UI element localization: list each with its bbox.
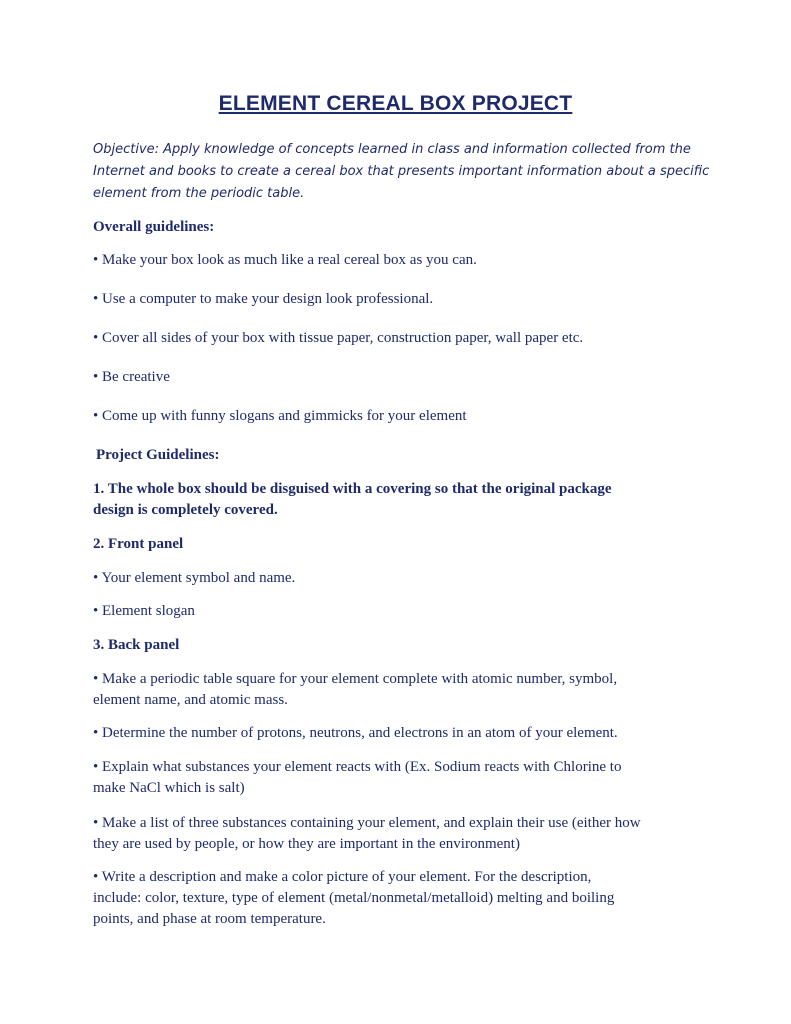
objective-paragraph xyxy=(93,139,710,205)
overall-guideline-item: • Be creative xyxy=(93,369,170,385)
document-title: ELEMENT CEREAL BOX PROJECT xyxy=(218,92,573,115)
back-panel-item-1-line: element name, and atomic mass. xyxy=(93,692,288,708)
rule-1-line: design is completely covered. xyxy=(93,502,278,518)
rule-1-line: 1. The whole box should be disguised with a covering so that the original package xyxy=(93,481,612,497)
back-panel-item-3-line: make NaCl which is salt) xyxy=(93,780,245,796)
objective-line: Objective: Apply knowledge of concepts learned in class and information collected from the xyxy=(93,142,691,157)
back-panel-heading: 3. Back panel xyxy=(93,637,180,653)
front-panel-item: • Element slogan xyxy=(93,603,195,619)
back-panel-item-4-line: • Make a list of three substances containing your element, and explain their use (either how xyxy=(93,815,641,831)
overall-guidelines-heading: Overall guidelines: xyxy=(93,219,215,235)
back-panel-item-3-line: • Explain what substances your element reacts with (Ex. Sodium reacts with Chlorine to xyxy=(93,759,622,775)
overall-guideline-item: • Make your box look as much like a real cereal box as you can. xyxy=(93,252,477,268)
back-panel-item-2: • Determine the number of protons, neutrons, and electrons in an atom of your element. xyxy=(93,725,618,741)
project-guidelines-heading: Project Guidelines: xyxy=(96,447,220,463)
back-panel-item-5-line: points, and phase at room temperature. xyxy=(93,911,326,927)
front-panel-heading: 2. Front panel xyxy=(93,536,184,552)
back-panel-item-4-line: they are used by people, or how they are important in the environment) xyxy=(93,836,520,852)
back-panel-item-5-line: • Write a description and make a color picture of your element. For the description, xyxy=(93,869,592,885)
objective-line: Internet and books to create a cereal box that presents important information about a specific xyxy=(93,164,710,179)
overall-guideline-item: • Cover all sides of your box with tissue paper, construction paper, wall paper etc. xyxy=(93,330,584,346)
objective-line: element from the periodic table. xyxy=(93,186,305,201)
back-panel-item-5-line: include: color, texture, type of element (metal/nonmetal/metalloid) melting and boiling xyxy=(93,890,615,906)
overall-guideline-item: • Come up with funny slogans and gimmicks for your element xyxy=(93,408,467,424)
front-panel-item: • Your element symbol and name. xyxy=(93,570,296,586)
back-panel-item-1-line: • Make a periodic table square for your element complete with atomic number, symbol, xyxy=(93,671,618,687)
overall-guideline-item: • Use a computer to make your design look professional. xyxy=(93,291,434,307)
